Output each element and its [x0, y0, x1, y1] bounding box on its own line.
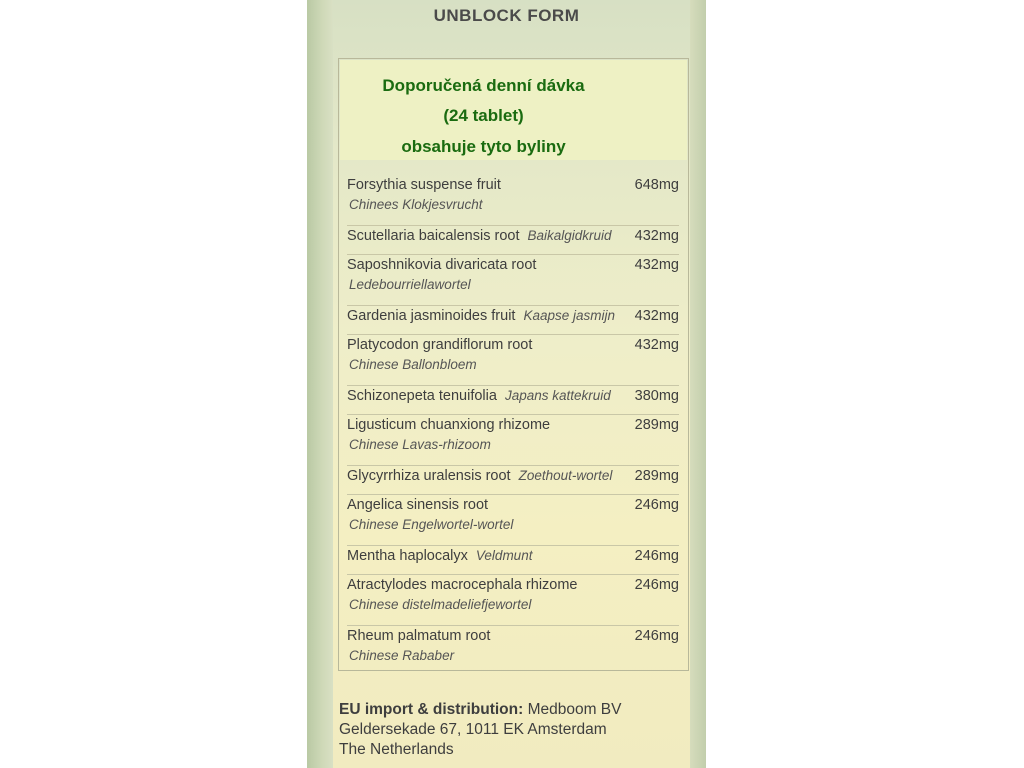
ingredient-name-line [347, 308, 615, 324]
distributor-label: EU import & distribution: [339, 701, 524, 718]
card-right-edge [690, 0, 706, 768]
product-label-card [307, 0, 706, 768]
ingredient-alt-name: Chinese Engelwortel-wortel [349, 517, 514, 532]
ingredient-name: Schizonepeta tenuifolia [347, 388, 497, 404]
ingredient-row [347, 335, 679, 386]
ingredient-dose: 432mg [634, 257, 679, 273]
ingredient-row [347, 226, 679, 255]
ingredient-name-line [347, 228, 612, 244]
distributor-info [339, 700, 699, 760]
ingredient-name: Gardenia jasminoides fruit [347, 308, 516, 324]
ingredient-dose: 380mg [634, 388, 679, 404]
ingredient-name: Angelica sinensis root [347, 497, 489, 513]
distributor-company: Medboom BV [527, 701, 622, 718]
ingredient-dose: 246mg [634, 577, 679, 593]
ingredient-name-line [347, 468, 612, 484]
dosage-header-line3: obsahuje tyto byliny [401, 137, 566, 156]
dosage-header-line1: Doporučená denní dávka [382, 76, 585, 95]
ingredient-name: Ligusticum chuanxiong rhizome [347, 417, 551, 433]
ingredient-alt-name: Kaapse jasmijn [523, 308, 615, 323]
ingredient-row [347, 415, 679, 466]
ingredient-name: Rheum palmatum root [347, 628, 491, 644]
ingredient-name: Platycodon grandiflorum root [347, 337, 533, 353]
dosage-header-line2: (24 tablet) [443, 106, 524, 125]
ingredient-name: Forsythia suspense fruit [347, 177, 501, 193]
ingredient-row [347, 255, 679, 306]
distributor-address-line1: Geldersekade 67, 1011 EK Amsterdam [339, 721, 607, 738]
ingredient-dose: 246mg [634, 628, 679, 644]
ingredient-alt-name: Japans kattekruid [504, 388, 611, 403]
ingredient-row [347, 575, 679, 626]
ingredient-dose: 246mg [634, 497, 679, 513]
ingredient-row [347, 626, 679, 676]
ingredient-dose: 432mg [634, 228, 679, 244]
ingredient-alt-name: Chinese Rababer [349, 648, 455, 663]
ingredients-panel [338, 58, 689, 671]
ingredient-alt-name: Chinees Klokjesvrucht [349, 197, 483, 212]
ingredient-alt-name: Ledebourriellawortel [349, 277, 471, 292]
ingredient-name-line [347, 548, 532, 564]
ingredient-alt-name: Zoethout-wortel [518, 468, 613, 483]
ingredient-name-line [347, 388, 611, 404]
ingredient-row [347, 466, 679, 495]
ingredient-dose: 432mg [634, 308, 679, 324]
ingredient-alt-name: Chinese distelmadeliefjewortel [349, 597, 532, 612]
ingredient-dose: 432mg [634, 337, 679, 353]
form-title: UNBLOCK FORM [433, 6, 580, 25]
ingredient-list [347, 175, 679, 676]
dosage-header [340, 60, 687, 160]
ingredient-name: Scutellaria baicalensis root [347, 228, 520, 244]
ingredient-alt-name: Veldmunt [475, 548, 533, 563]
ingredient-name: Mentha haplocalyx [347, 548, 468, 564]
ingredient-dose: 289mg [634, 417, 679, 433]
ingredient-alt-name: Chinese Ballonbloem [349, 357, 477, 372]
ingredient-name: Glycyrrhiza uralensis root [347, 468, 511, 484]
ingredient-row [347, 306, 679, 335]
ingredient-alt-name: Chinese Lavas-rhizoom [349, 437, 491, 452]
distributor-address-line2: The Netherlands [339, 741, 454, 758]
ingredient-dose: 246mg [634, 548, 679, 564]
ingredient-row [347, 386, 679, 415]
ingredient-alt-name: Baikalgidkruid [527, 228, 612, 243]
ingredient-dose: 648mg [634, 177, 679, 193]
ingredient-row [347, 546, 679, 575]
ingredient-name: Saposhnikovia divaricata root [347, 257, 537, 273]
ingredient-name: Atractylodes macrocephala rhizome [347, 577, 578, 593]
distributor-line [339, 700, 699, 720]
ingredient-dose: 289mg [634, 468, 679, 484]
ingredient-row [347, 495, 679, 546]
ingredient-row [347, 175, 679, 226]
